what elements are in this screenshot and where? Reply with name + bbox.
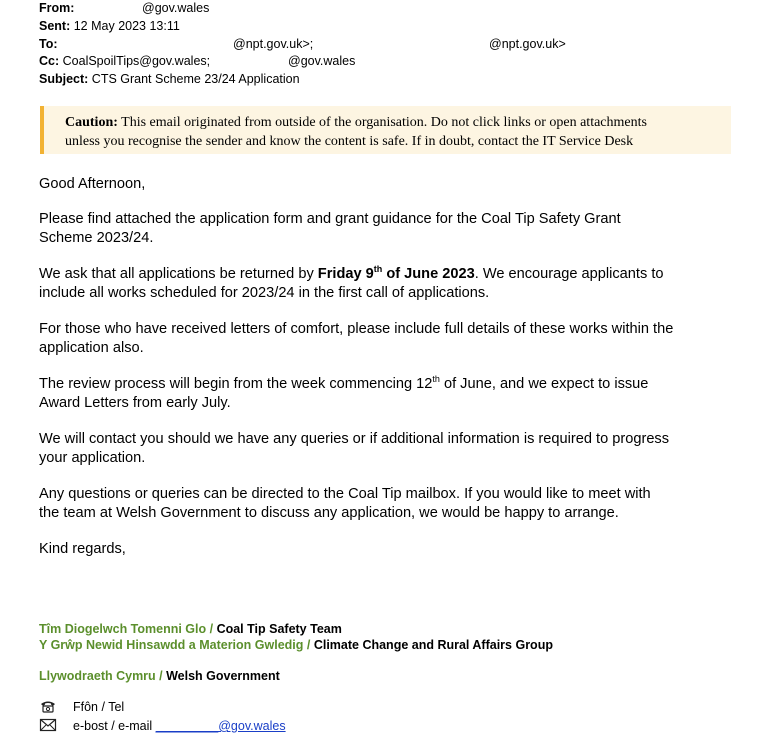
review-sup: th <box>432 374 440 385</box>
group-welsh: Y Grŵp Newid Hinsawdd a Materion Gwledig / <box>39 638 314 652</box>
sent-label: Sent: <box>39 19 71 33</box>
signature-group <box>39 637 553 653</box>
closing: Kind regards, <box>39 541 126 557</box>
cc-value-2: @gov.wales <box>288 54 356 68</box>
review-pre: The review process will begin from the week commencing 12 <box>39 376 433 392</box>
from-label: From: <box>39 1 75 15</box>
deadline-pre: We ask that all applications be returned by <box>39 266 318 282</box>
to-value-1: @npt.gov.uk>; <box>233 37 314 51</box>
envelope-icon <box>39 718 57 732</box>
paragraph-review-process <box>39 375 739 413</box>
deadline-date-sup: th <box>373 264 383 275</box>
mailbox-line-2: the team at Welsh Government to discuss any application, we would be happy to arrange. <box>39 505 619 521</box>
mailbox-line-1: Any questions or queries can be directed to the Coal Tip mailbox. If you would like to meet with <box>39 486 651 502</box>
caution-text <box>65 113 735 151</box>
header-subject <box>39 71 300 88</box>
team-english: Coal Tip Safety Team <box>216 622 342 636</box>
org-english: Welsh Government <box>166 669 280 683</box>
caution-line-2: unless you recognise the sender and know the content is safe. If in doubt, contact the IT Service Desk <box>65 134 634 149</box>
phone-label: Ffôn / Tel <box>73 700 125 714</box>
header-cc <box>39 53 739 70</box>
deadline-date <box>318 266 475 282</box>
header-to <box>39 36 739 53</box>
paragraph-deadline <box>39 265 739 303</box>
signature-team <box>39 621 342 637</box>
deadline-date-a: Friday 9 <box>317 266 374 282</box>
deadline-line-2: include all works scheduled for 2023/24 in the first call of applications. <box>39 285 490 301</box>
paragraph-letters-of-comfort <box>39 320 739 358</box>
caution-line-1: This email originated from outside of the organisation. Do not click links or open attachments <box>121 115 647 130</box>
paragraph-contact <box>39 430 739 468</box>
cc-label: Cc: <box>39 54 60 68</box>
to-value-2: @npt.gov.uk> <box>489 37 566 51</box>
email-label: e-bost / e-mail <box>73 719 156 733</box>
contact-line-1: We will contact you should we have any queries or if additional information is required to progress <box>39 431 670 447</box>
subject-value: CTS Grant Scheme 23/24 Application <box>91 72 300 86</box>
review-line-2: Award Letters from early July. <box>39 395 231 411</box>
header-sent <box>39 18 180 35</box>
cc-value-1: CoalSpoilTips@gov.wales; <box>62 54 211 68</box>
caution-banner <box>40 106 731 154</box>
greeting: Good Afternoon, <box>39 176 146 192</box>
paragraph-attachments <box>39 210 739 248</box>
paragraph-attachments-line-2: Scheme 2023/24. <box>39 230 154 246</box>
review-post: of June, and we expect to issue <box>439 376 649 392</box>
comfort-line-2: application also. <box>39 340 144 356</box>
comfort-line-1: For those who have received letters of comfort, please include full details of these works within the <box>39 321 674 337</box>
caution-label: Caution: <box>65 115 118 130</box>
email-row <box>73 718 286 734</box>
paragraph-attachments-line-1: Please find attached the application form and grant guidance for the Coal Tip Safety Grant <box>39 211 621 227</box>
contact-line-2: your application. <box>39 450 146 466</box>
subject-label: Subject: <box>39 72 89 86</box>
header-from <box>39 0 210 17</box>
to-label: To: <box>39 37 58 51</box>
deadline-date-b: of June 2023 <box>382 266 475 282</box>
email-link[interactable]: _________@gov.wales <box>155 719 286 733</box>
team-welsh: Tîm Diogelwch Tomenni Glo / <box>39 622 217 636</box>
signature-org <box>39 668 280 684</box>
deadline-post: . We encourage applicants to <box>474 266 664 282</box>
paragraph-mailbox <box>39 485 739 523</box>
from-value: @gov.wales <box>142 1 210 15</box>
telephone-icon <box>39 699 57 713</box>
sent-value: 12 May 2023 13:11 <box>73 19 180 33</box>
org-welsh: Llywodraeth Cymru / <box>39 669 167 683</box>
group-english: Climate Change and Rural Affairs Group <box>313 638 553 652</box>
